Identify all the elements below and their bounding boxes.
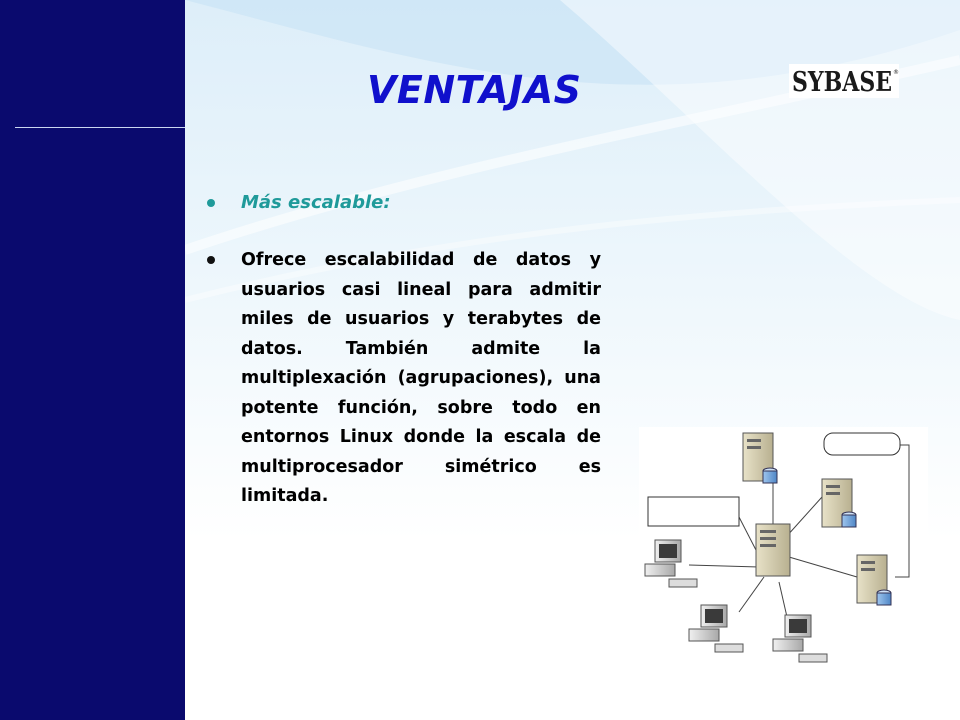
bullet-item-description	[205, 246, 601, 512]
network-diagram	[639, 427, 928, 688]
title-divider	[15, 127, 185, 128]
server-icon	[756, 524, 790, 576]
bullet-icon	[207, 256, 215, 264]
server-icon	[743, 433, 777, 483]
bullet-item-subtitle	[205, 190, 601, 216]
sybase-logo	[789, 64, 899, 98]
bullet-text: Ofrece escalabilidad de datos y usuarios casi lineal para admitir miles de usuarios y terabytes de datos. También admite la multiplexación (agrupaciones), una potente función, sobre todo en entornos Linux donde la escala de multiprocesador simétrico es limitada.	[241, 250, 601, 506]
node-label-box	[824, 433, 900, 455]
svg-text:®: ®	[893, 69, 899, 76]
workstation-icon	[773, 615, 827, 662]
server-icon	[822, 479, 856, 527]
slide-title: VENTAJAS	[367, 68, 582, 112]
bullet-text: Más escalable:	[241, 192, 391, 213]
server-icon	[857, 555, 891, 605]
node-label-box	[648, 497, 739, 526]
workstation-icon	[645, 540, 697, 587]
sidebar-band	[0, 0, 185, 720]
bullet-icon	[207, 199, 215, 207]
workstation-icon	[689, 605, 743, 652]
logo-text: SYBASE	[792, 67, 892, 98]
bullet-list	[205, 190, 601, 512]
